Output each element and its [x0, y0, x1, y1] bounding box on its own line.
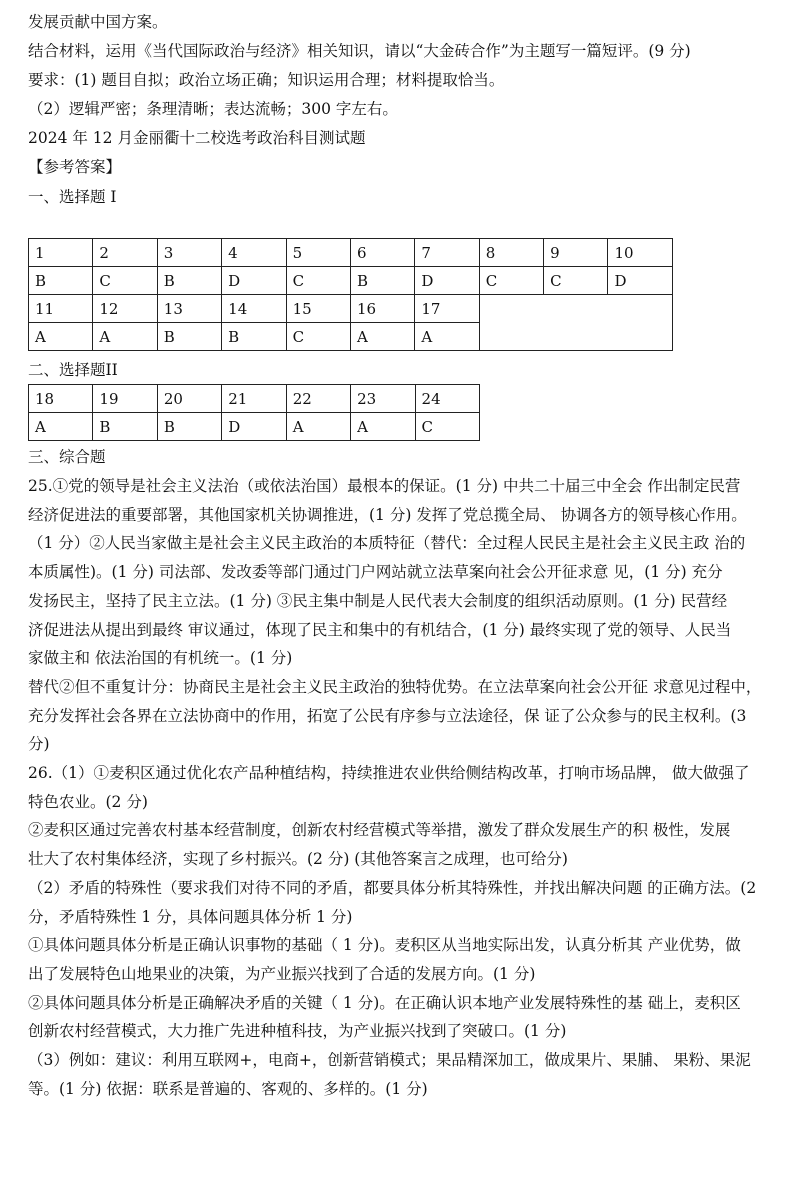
- table-cell: 1: [29, 239, 93, 267]
- table-cell: 10: [608, 239, 673, 267]
- table-cell: 19: [93, 385, 157, 413]
- answer-line: 25.①党的领导是社会主义法治（或依法治国）最根本的保证。(1 分) 中共二十届三中全会 作出制定民营: [28, 477, 741, 495]
- table-row: [29, 239, 673, 267]
- table-cell: 12: [93, 295, 157, 323]
- section1-heading: 一、选择题 I: [28, 188, 117, 206]
- answer-line: 特色农业。(2 分): [28, 792, 148, 811]
- table-cell: B: [93, 413, 157, 441]
- table-cell: 14: [222, 295, 286, 323]
- answer-line: ②麦积区通过完善农村基本经营制度，创新农村经营模式等举措，激发了群众发展生产的积 极性，发展: [28, 821, 731, 840]
- intro-line: 要求：(1) 题目自拟；政治立场正确；知识运用合理；材料提取恰当。: [28, 71, 505, 89]
- table-cell: 15: [286, 295, 350, 323]
- table-cell: D: [608, 267, 673, 295]
- answer-line: 充分发挥社会各界在立法协商中的作用，拓宽了公民有序参与立法途径，保 证了公众参与的民主权利。(3: [28, 706, 747, 725]
- table-cell: B: [350, 267, 414, 295]
- answer-line: 26.（1）①麦积区通过优化农产品种植结构，持续推进农业供给侧结构改革，打响市场品牌， 做大做强了: [28, 764, 750, 782]
- table-cell: A: [351, 413, 415, 441]
- table-cell: A: [29, 413, 93, 441]
- table-cell: D: [222, 413, 286, 441]
- table-row: [29, 385, 480, 413]
- table-cell: C: [93, 267, 157, 295]
- table-cell: B: [29, 267, 93, 295]
- table-cell: D: [222, 267, 286, 295]
- table-cell: 18: [29, 385, 93, 413]
- answer-table-2: [28, 384, 480, 441]
- table-cell: 7: [415, 239, 479, 267]
- table-cell: C: [415, 413, 479, 441]
- table-row: [29, 413, 480, 441]
- answer-table-1: [28, 238, 673, 351]
- answer-line: ①具体问题具体分析是正确认识事物的基础（ 1 分)。麦积区从当地实际出发，认真分析其 产业优势，做: [28, 936, 741, 955]
- table-cell: 16: [350, 295, 414, 323]
- answer-line: （3）例如：建议：利用互联网+，电商+，创新营销模式；果品精深加工，做成果片、果脯、 果粉、果泥: [28, 1051, 751, 1069]
- table-cell: 2: [93, 239, 157, 267]
- table-cell: C: [479, 267, 543, 295]
- table-cell: 6: [350, 239, 414, 267]
- intro-line: 结合材料，运用《当代国际政治与经济》相关知识，请以“大金砖合作”为主题写一篇短评。(9 分): [28, 42, 691, 60]
- table-cell: C: [544, 267, 608, 295]
- answer-line: （2）矛盾的特殊性（要求我们对待不同的矛盾，都要具体分析其特殊性，并找出解决问题 的正确方法。(2: [28, 878, 757, 897]
- table-cell: A: [415, 323, 479, 351]
- answer-line: 分，矛盾特殊性 1 分，具体问题具体分析 1 分): [28, 907, 353, 926]
- exam-title: 2024 年 12 月金丽衢十二校选考政治科目测试题: [28, 129, 366, 147]
- table-cell: 4: [222, 239, 286, 267]
- table-cell: B: [157, 413, 221, 441]
- table-cell: A: [286, 413, 350, 441]
- answer-line: 本质属性)。(1 分) 司法部、发改委等部门通过门户网站就立法草案向社会公开征求意 见，(1 分) 充分: [28, 563, 723, 582]
- table-cell: D: [415, 267, 479, 295]
- table-cell: 24: [415, 385, 479, 413]
- table-cell: 20: [157, 385, 221, 413]
- table-cell: 3: [157, 239, 221, 267]
- table-cell: 13: [157, 295, 221, 323]
- table-row: [29, 295, 673, 323]
- table-cell: B: [157, 267, 221, 295]
- section3-heading: 三、综合题: [28, 448, 106, 466]
- answer-line: 济促进法从提出到最终 审议通过，体现了民主和集中的有机结合，(1 分) 最终实现了党的领导、人民当: [28, 620, 732, 639]
- answer-line: 经济促进法的重要部署，其他国家机关协调推进，(1 分) 发挥了党总揽全局、 协调各方的领导核心作用。: [28, 505, 747, 524]
- answer-line: 分): [28, 735, 50, 754]
- answer-line: 替代②但不重复计分：协商民主是社会主义民主政治的独特优势。在立法草案向社会公开征 求意见过程中，: [28, 677, 762, 696]
- intro-line: 发展贡献中国方案。: [28, 13, 168, 31]
- table-cell: B: [222, 323, 286, 351]
- empty-cell: [479, 295, 672, 351]
- table-cell: 22: [286, 385, 350, 413]
- answer-line: 出了发展特色山地果业的决策，为产业振兴找到了合适的发展方向。(1 分): [28, 964, 536, 983]
- table-cell: B: [157, 323, 221, 351]
- table-cell: A: [29, 323, 93, 351]
- table-cell: A: [93, 323, 157, 351]
- table-cell: 5: [286, 239, 350, 267]
- table-cell: 9: [544, 239, 608, 267]
- answer-line: 发扬民主，坚持了民主立法。(1 分) ③民主集中制是人民代表大会制度的组织活动原则。(1 分) 民营经: [28, 591, 728, 610]
- table-cell: 23: [351, 385, 415, 413]
- answer-heading: 【参考答案】: [28, 158, 122, 176]
- answer-line: 创新农村经营模式，大力推广先进种植科技，为产业振兴找到了突破口。(1 分): [28, 1022, 567, 1041]
- table-cell: 8: [479, 239, 543, 267]
- answer-line: 家做主和 依法治国的有机统一。(1 分): [28, 649, 293, 668]
- answer-line: （1 分）②人民当家做主是社会主义民主政治的本质特征（替代：全过程人民民主是社会主义民主政 治的: [28, 534, 746, 553]
- answer-line: 壮大了农村集体经济，实现了乡村振兴。(2 分) (其他答案言之成理，也可给分): [28, 850, 568, 869]
- answer-line: 等。(1 分) 依据：联系是普遍的、客观的、多样的。(1 分): [28, 1079, 428, 1098]
- table-cell: 17: [415, 295, 479, 323]
- table-cell: 11: [29, 295, 93, 323]
- answer-line: ②具体问题具体分析是正确解决矛盾的关键（ 1 分)。在正确认识本地产业发展特殊性的基 础上，麦积区: [28, 993, 741, 1012]
- table-cell: C: [286, 323, 350, 351]
- intro-line: （2）逻辑严密；条理清晰；表达流畅；300 字左右。: [28, 100, 398, 118]
- table-row: [29, 267, 673, 295]
- table-cell: C: [286, 267, 350, 295]
- table-cell: A: [350, 323, 414, 351]
- section2-heading: 二、选择题II: [28, 361, 118, 379]
- table-cell: 21: [222, 385, 286, 413]
